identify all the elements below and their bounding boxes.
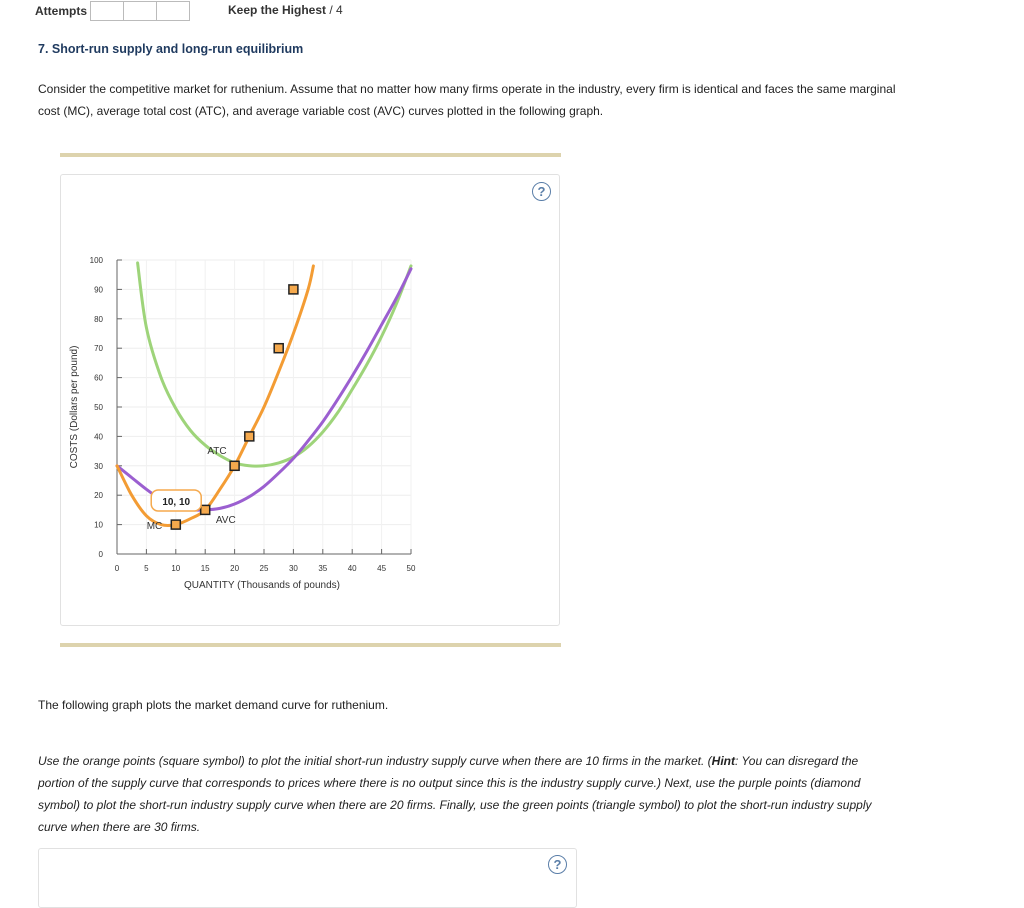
keep-highest-value: / 4 <box>329 3 343 17</box>
demand-graph-panel <box>38 848 577 908</box>
mc-point-3 <box>230 461 239 470</box>
y-tick-label-90: 90 <box>94 285 103 295</box>
cost-graph-panel <box>60 174 560 626</box>
attempts-bar <box>35 0 190 22</box>
cost-curves-chart <box>61 175 559 625</box>
x-tick-label-10: 10 <box>171 564 181 573</box>
point-callout-label: 10, 10 <box>162 496 191 508</box>
graph-help-icon[interactable]: ? <box>532 182 551 201</box>
mc-point-6 <box>289 285 298 294</box>
attempt-box-2 <box>123 1 157 21</box>
instructions-part1: Use the orange points (square symbol) to plot the initial short-run industry supply curve when there are 10 firms in the market. ( <box>38 754 712 768</box>
hint-label: Hint <box>711 754 735 768</box>
x-tick-label-40: 40 <box>347 564 357 573</box>
x-tick-label-45: 45 <box>377 564 387 573</box>
keep-highest-label: Keep the Highest <box>228 3 327 17</box>
mc-point-4 <box>245 432 254 441</box>
atc-label: ATC <box>207 446 227 458</box>
y-tick-label-30: 30 <box>94 461 103 471</box>
x-tick-label-25: 25 <box>259 564 269 573</box>
y-tick-label-40: 40 <box>94 432 103 442</box>
graph-top-rule <box>60 153 561 157</box>
y-axis-title: COSTS (Dollars per pound) <box>69 345 80 469</box>
demand-intro: The following graph plots the market demand curve for ruthenium. <box>38 698 389 712</box>
instructions-part2: : You can disregard the portion of the supply curve that corresponds to prices where there is no output since this is the industry supply curve.) Next, use the purple points (diamond symbol) to plot the short-run industry supply curve when there are 20 firms. Finally, use the green points (triangle symbol) to plot the short-run industry supply curve when there are 30 firms. <box>38 754 872 834</box>
x-axis-title: QUANTITY (Thousands of pounds) <box>184 580 340 591</box>
x-tick-label-5: 5 <box>144 564 149 573</box>
x-tick-label-0: 0 <box>114 564 120 573</box>
atc-curve <box>138 263 411 466</box>
mc-point-2 <box>201 505 210 514</box>
x-tick-label-50: 50 <box>406 564 416 573</box>
y-tick-label-0: 0 <box>98 550 103 559</box>
y-tick-label-100: 100 <box>89 256 103 265</box>
attempt-box-1 <box>90 1 124 21</box>
question-intro: Consider the competitive market for ruthenium. Assume that no matter how many firms operate in the industry, every firm is identical and faces the same marginal cost (MC), average total cost (ATC), and average variable cost (AVC) curves plotted in the following graph. <box>38 82 896 118</box>
attempts-label: Attempts <box>35 4 88 18</box>
x-tick-label-35: 35 <box>318 564 328 573</box>
y-tick-label-80: 80 <box>94 314 103 324</box>
question-title: 7. Short-run supply and long-run equilibrium <box>38 42 304 56</box>
x-tick-label-15: 15 <box>200 564 210 573</box>
instructions <box>38 750 898 838</box>
y-tick-label-60: 60 <box>94 373 103 383</box>
axes <box>69 256 416 591</box>
graph-bottom-rule <box>60 643 561 647</box>
x-tick-label-30: 30 <box>288 564 298 573</box>
avc-label: AVC <box>215 515 236 527</box>
attempt-box-3 <box>156 1 190 21</box>
keep-highest <box>228 3 343 17</box>
y-tick-label-50: 50 <box>94 403 103 412</box>
x-tick-label-20: 20 <box>230 564 240 573</box>
mc-point-5 <box>274 344 283 353</box>
y-tick-label-20: 20 <box>94 491 103 501</box>
demand-help-icon[interactable]: ? <box>548 855 567 874</box>
y-tick-label-10: 10 <box>94 520 103 530</box>
mc-label: MC <box>146 521 163 533</box>
y-tick-label-70: 70 <box>94 344 103 354</box>
mc-point-1 <box>171 520 180 529</box>
